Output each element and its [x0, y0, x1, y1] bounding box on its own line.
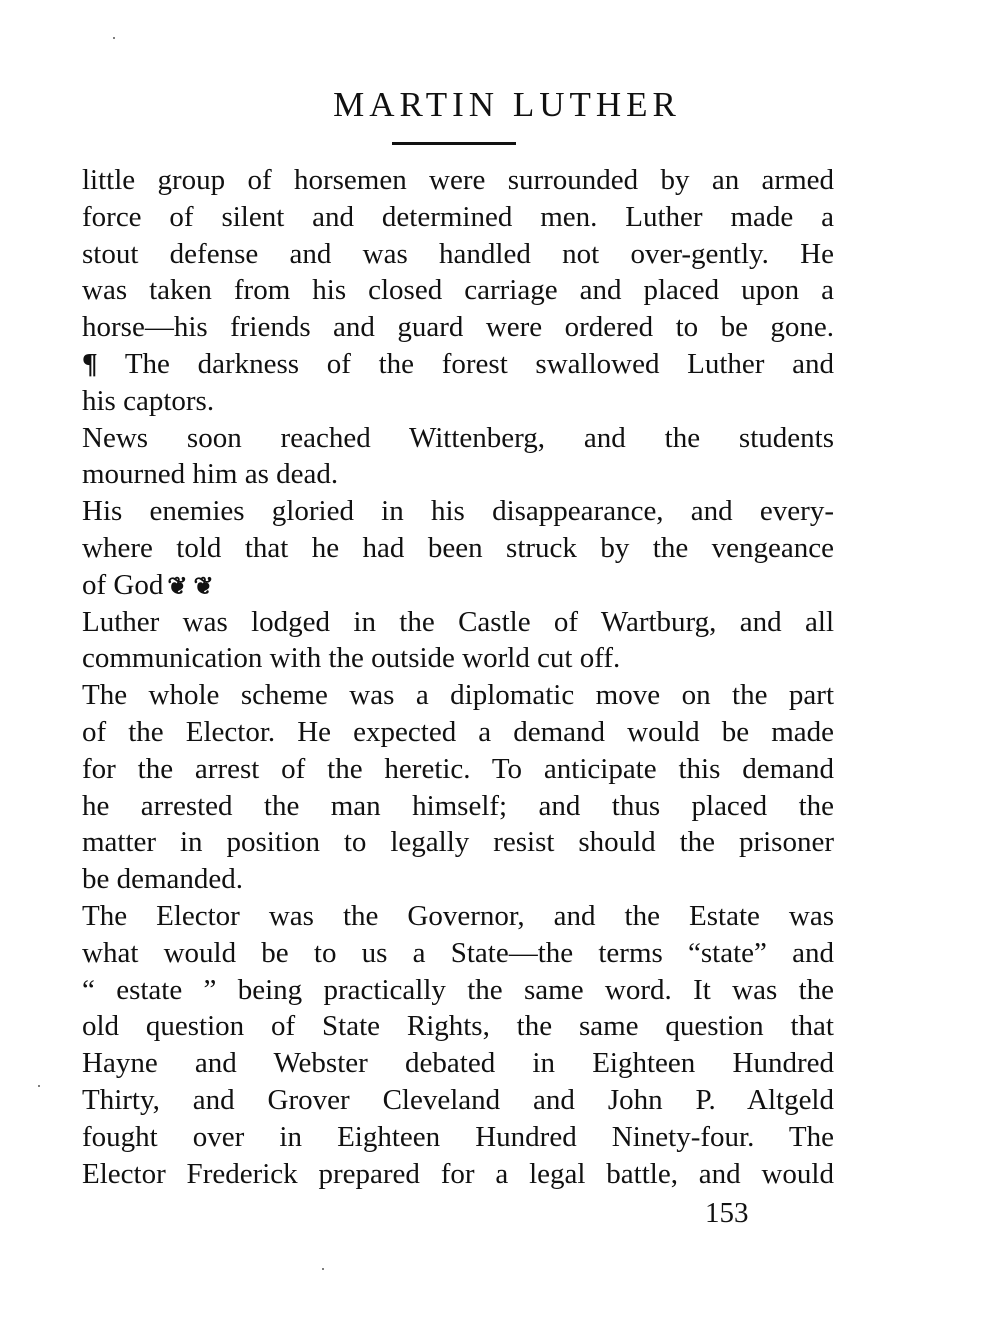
text-line: his captors.: [82, 384, 215, 417]
text-line: Luther was lodged in the Castle of Wartburg, and all: [82, 605, 834, 638]
text-line: The whole scheme was a diplomatic move on the part: [82, 679, 834, 712]
text-line: old question of State Rights, the same question that: [82, 1010, 834, 1043]
text-line: force of silent and determined men. Luther made a: [82, 200, 834, 233]
text-line: “ estate ” being practically the same word. It was the: [82, 973, 834, 1006]
text-line: was taken from his closed carriage and placed upon a: [82, 274, 834, 307]
ornament-icon: ❦ ❦: [167, 573, 214, 600]
text-line: News soon reached Wittenberg, and the students: [82, 421, 834, 454]
text-line: where told that he had been struck by the vengeance: [82, 531, 834, 564]
text-line: little group of horsemen were surrounded by an armed: [82, 164, 834, 196]
title-rule: [392, 142, 516, 145]
text-line: for the arrest of the heretic. To anticipate this demand: [82, 752, 834, 785]
text-line: fought over in Eighteen Hundred Ninety-four. The: [82, 1120, 834, 1153]
text-line: Elector Frederick prepared for a legal battle, and would: [82, 1157, 834, 1190]
text-line: horse—his friends and guard were ordered to be gone.: [82, 311, 834, 344]
scan-speck: [322, 1268, 324, 1270]
scan-speck: [113, 37, 115, 39]
text-line: communication with the outside world cut off.: [82, 642, 621, 675]
pilcrow-icon: ¶: [82, 347, 98, 380]
text-line: of the Elector. He expected a demand would be made: [82, 715, 834, 748]
text-line: The Elector was the Governor, and the Estate was: [82, 899, 834, 932]
body-text: [82, 162, 834, 1192]
running-head-title: MARTIN LUTHER: [333, 85, 681, 124]
text-line: he arrested the man himself; and thus placed the: [82, 789, 834, 822]
text-line: His enemies gloried in his disappearance, and every-: [82, 495, 834, 528]
text-line: of God: [82, 568, 164, 601]
text-line: matter in position to legally resist should the prisoner: [82, 826, 834, 859]
scan-speck: [38, 1085, 40, 1087]
text-line: Thirty, and Grover Cleveland and John P. Altgeld: [82, 1083, 834, 1116]
text-line: stout defense and was handled not over-gently. He: [82, 237, 834, 270]
text-line: Hayne and Webster debated in Eighteen Hundred: [82, 1047, 834, 1080]
text-line: mourned him as dead.: [82, 458, 339, 491]
text-line-ornament: [82, 567, 834, 604]
page-number: 153: [705, 1197, 749, 1229]
text-line: The darkness of the forest swallowed Luther and: [124, 347, 835, 380]
text-line-pilcrow: [82, 346, 834, 383]
text-line: what would be to us a State—the terms “state” and: [82, 936, 834, 969]
text-line: be demanded.: [82, 863, 244, 896]
